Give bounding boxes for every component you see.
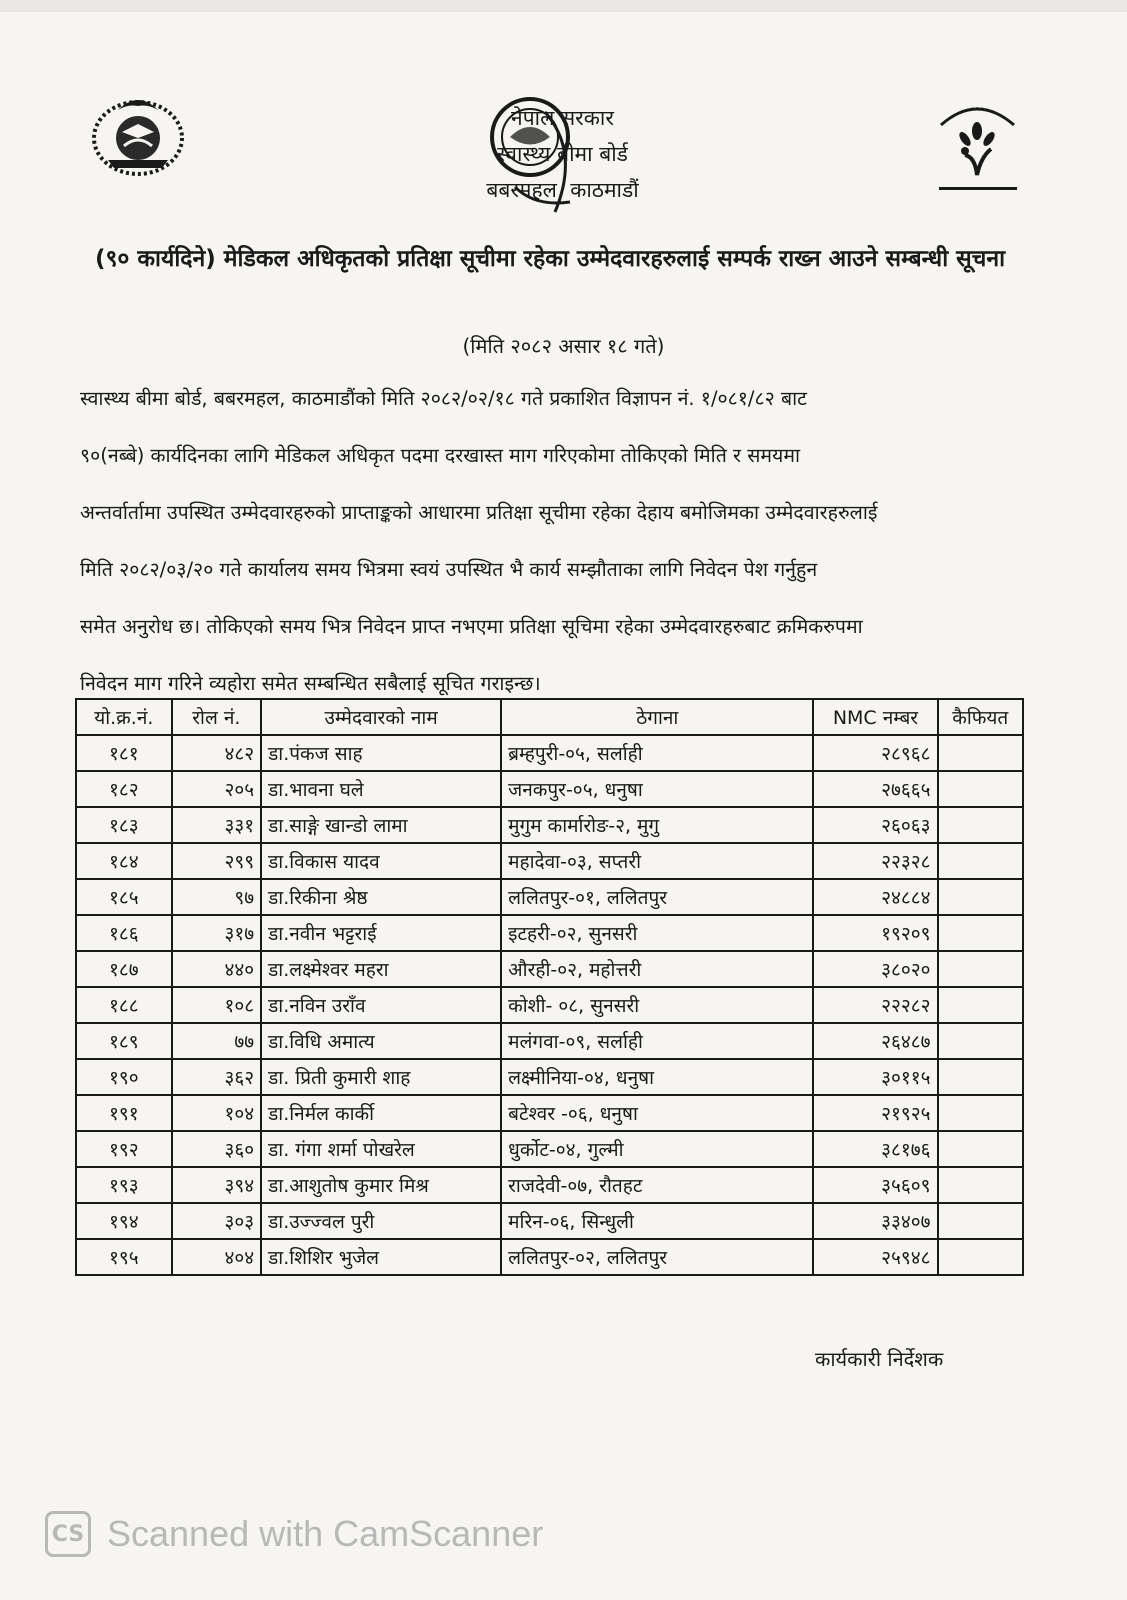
column-header-name: उम्मेदवारको नाम [261,699,501,735]
cell-address: कोशी- ०८, सुनसरी [501,987,813,1023]
table-row [76,1203,1023,1239]
cell-nmc: २४८८४ [813,879,937,915]
cell-remarks [938,1131,1023,1167]
cell-nmc: ३८१७६ [813,1131,937,1167]
cell-nmc: २५९४८ [813,1239,937,1275]
cell-roll: ३३१ [172,807,262,843]
cell-serial: १९० [76,1059,172,1095]
cell-roll: २९९ [172,843,262,879]
cell-roll: ४४० [172,951,262,987]
cell-name: डा. प्रिती कुमारी शाह [261,1059,501,1095]
cell-name: डा.रिकीना श्रेष्ठ [261,879,501,915]
table-row [76,1095,1023,1131]
column-header-nmc: NMC नम्बर [813,699,937,735]
cell-roll: ३६० [172,1131,262,1167]
table-row [76,771,1023,807]
cell-remarks [938,1239,1023,1275]
cell-address: जनकपुर-०५, धनुषा [501,771,813,807]
cell-remarks [938,1059,1023,1095]
cell-remarks [938,1167,1023,1203]
table-row [76,843,1023,879]
table-row [76,951,1023,987]
cell-nmc: २१९२५ [813,1095,937,1131]
paragraph-line: ९०(नब्बे) कार्यदिनका लागि मेडिकल अधिकृत पदमा दरखास्त माग गरिएकोमा तोकिएको मिति र समयमा [80,444,801,467]
candidate-table [75,698,1024,1276]
table-row [76,735,1023,771]
cell-address: लक्ष्मीनिया-०४, धनुषा [501,1059,813,1095]
cell-remarks [938,1023,1023,1059]
cell-name: डा.नवीन भट्टराई [261,915,501,951]
table-row [76,807,1023,843]
cell-nmc: २२२८२ [813,987,937,1023]
signatory-title: कार्यकारी निर्देशक [815,1347,944,1371]
cell-address: ललितपुर-०१, ललितपुर [501,879,813,915]
cell-serial: १९५ [76,1239,172,1275]
table-body [76,735,1023,1275]
cell-serial: १८७ [76,951,172,987]
cell-name: डा.निर्मल कार्की [261,1095,501,1131]
cell-nmc: ३३४०७ [813,1203,937,1239]
paragraph-line: मिति २०८२/०३/२० गते कार्यालय समय भित्रमा स्वयं उपस्थित भै कार्य सम्झौताका लागि निवेदन पेश गर्नुहुन [80,558,818,581]
notice-date: (मिति २०८२ असार १८ गते) [462,334,665,358]
cell-serial: १८८ [76,987,172,1023]
column-header-serial: यो.क्र.नं. [76,699,172,735]
paragraph-line: निवेदन माग गरिने व्यहोरा समेत सम्बन्धित सबैलाई सूचित गराइन्छ। [80,672,541,695]
cell-roll: ७७ [172,1023,262,1059]
cell-nmc: ३०११५ [813,1059,937,1095]
cell-remarks [938,951,1023,987]
table-row [76,879,1023,915]
cell-remarks [938,987,1023,1023]
camscanner-watermark [45,1508,543,1560]
letterhead [455,100,670,235]
cell-remarks [938,879,1023,915]
cell-nmc: १९२०९ [813,915,937,951]
cell-address: मुगुम कार्मारोङ-२, मुगु [501,807,813,843]
cell-address: बटेश्वर -०६, धनुषा [501,1095,813,1131]
cell-address: इटहरी-०२, सुनसरी [501,915,813,951]
watermark-text: Scanned with CamScanner [107,1513,544,1554]
cell-serial: १८६ [76,915,172,951]
column-header-remarks: कैफियत [938,699,1023,735]
column-header-roll: रोल नं. [172,699,262,735]
cell-address: औरही-०२, महोत्तरी [501,951,813,987]
health-insurance-board-logo-icon [935,95,1020,195]
cell-serial: १९३ [76,1167,172,1203]
cell-name: डा.शिशिर भुजेल [261,1239,501,1275]
cell-roll: ३६२ [172,1059,262,1095]
paragraph-line: स्वास्थ्य बीमा बोर्ड, बबरमहल, काठमाडौंको मिति २०८२/०२/१८ गते प्रकाशित विज्ञापन नं. १/०८१/८२ बाट [80,387,807,410]
cell-serial: १८४ [76,843,172,879]
cell-serial: १९१ [76,1095,172,1131]
table-row [76,1023,1023,1059]
header-line-1: नेपाल सरकार [511,106,614,130]
cell-address: धुर्कोट-०४, गुल्मी [501,1131,813,1167]
nepal-government-emblem-icon [88,90,188,180]
column-header-address: ठेगाना [501,699,813,735]
cell-roll: ९७ [172,879,262,915]
cell-roll: ४८२ [172,735,262,771]
cell-serial: १८९ [76,1023,172,1059]
cell-nmc: ३५६०९ [813,1167,937,1203]
cell-serial: १८१ [76,735,172,771]
paragraph-line: समेत अनुरोध छ। तोकिएको समय भित्र निवेदन प्राप्त नभएमा प्रतिक्षा सूचिमा रहेका उम्मेदवारहरुबाट क्रमिकरुपमा [80,615,863,638]
cell-roll: ३१७ [172,915,262,951]
cell-roll: २०५ [172,771,262,807]
table-row [76,1059,1023,1095]
notice-title: (९० कार्यदिने) मेडिकल अधिकृतको प्रतिक्षा सूचीमा रहेका उम्मेदवारहरुलाई सम्पर्क राख्न आउने सम्बन्धी सूचना [94,246,1006,272]
cell-address: मलंगवा-०९, सर्लाही [501,1023,813,1059]
cell-serial: १९४ [76,1203,172,1239]
cell-address: राजदेवी-०७, रौतहट [501,1167,813,1203]
table-row [76,1167,1023,1203]
cell-name: डा.साङ्गे खान्डो लामा [261,807,501,843]
cell-name: डा.लक्ष्मेश्वर महरा [261,951,501,987]
header-line-2: स्वास्थ्य बीमा बोर्ड [497,142,628,166]
cell-remarks [938,807,1023,843]
cell-roll: १०४ [172,1095,262,1131]
cell-address: महादेवा-०३, सप्तरी [501,843,813,879]
notice-paragraph [80,370,1000,712]
scan-top-edge [0,0,1127,12]
cell-nmc: २७६६५ [813,771,937,807]
cell-remarks [938,1095,1023,1131]
table-row [76,1131,1023,1167]
table-row [76,1239,1023,1275]
cell-serial: १८५ [76,879,172,915]
cell-serial: १८३ [76,807,172,843]
cell-name: डा.नविन उराँव [261,987,501,1023]
cell-address: ललितपुर-०२, ललितपुर [501,1239,813,1275]
cell-remarks [938,1203,1023,1239]
cell-name: डा.विधि अमात्य [261,1023,501,1059]
cell-remarks [938,843,1023,879]
cell-name: डा. गंगा शर्मा पोखरेल [261,1131,501,1167]
cell-nmc: २२३२८ [813,843,937,879]
table-row [76,915,1023,951]
cell-remarks [938,771,1023,807]
cell-roll: ३९४ [172,1167,262,1203]
cell-roll: ४०४ [172,1239,262,1275]
cell-name: डा.विकास यादव [261,843,501,879]
header-line-3: बबरमहल, काठमाडौं [486,178,639,202]
cell-name: डा.भावना घले [261,771,501,807]
cell-remarks [938,915,1023,951]
table-row [76,987,1023,1023]
cell-nmc: २८९६८ [813,735,937,771]
paragraph-line: अन्तर्वार्तामा उपस्थित उम्मेदवारहरुको प्राप्ताङ्कको आधारमा प्रतिक्षा सूचीमा रहेका देहाय बमोजिमका उम्मेदवारहरुलाई [80,501,878,524]
table-header-row [76,699,1023,735]
cell-address: ब्रम्हपुरी-०५, सर्लाही [501,735,813,771]
cell-name: डा.उज्ज्वल पुरी [261,1203,501,1239]
cell-nmc: ३८०२० [813,951,937,987]
cell-nmc: २६४८७ [813,1023,937,1059]
cell-serial: १८२ [76,771,172,807]
cell-serial: १९२ [76,1131,172,1167]
cell-remarks [938,735,1023,771]
camscanner-logo-icon: CS [45,1511,91,1557]
cell-address: मरिन-०६, सिन्धुली [501,1203,813,1239]
cell-roll: ३०३ [172,1203,262,1239]
cell-roll: १०८ [172,987,262,1023]
cell-name: डा.आशुतोष कुमार मिश्र [261,1167,501,1203]
cell-name: डा.पंकज साह [261,735,501,771]
cell-nmc: २६०६३ [813,807,937,843]
